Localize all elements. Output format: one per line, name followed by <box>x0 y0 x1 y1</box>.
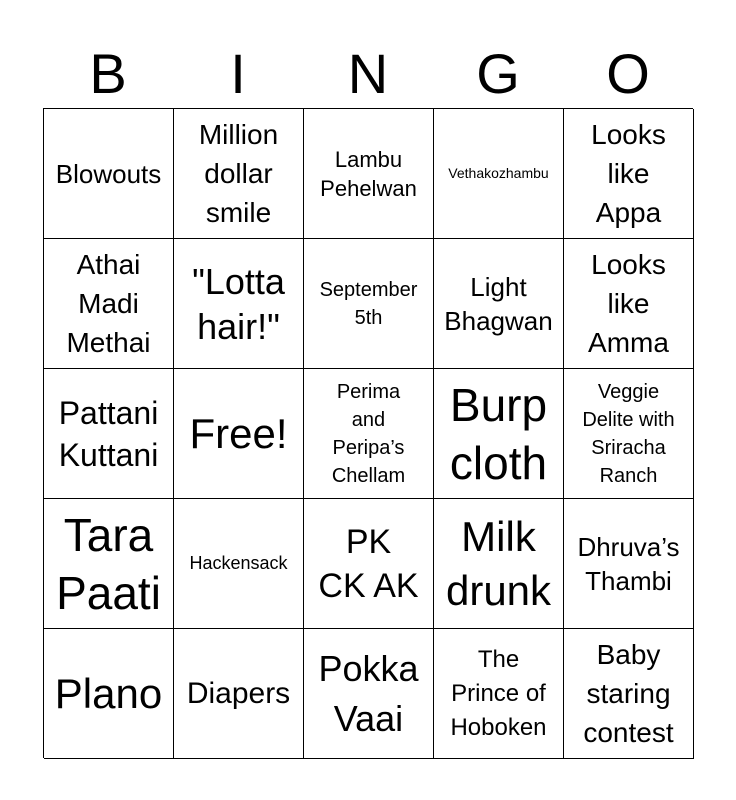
header-letter-n: N <box>347 42 389 105</box>
bingo-grid <box>43 108 693 758</box>
cell-text: PK CK AK <box>318 522 419 605</box>
cell-text: Looks like Appa <box>591 119 666 228</box>
cell-text: The Prince of Hoboken <box>450 645 547 741</box>
bingo-cell[interactable] <box>304 239 434 369</box>
cell-text: Million dollar smile <box>198 119 279 228</box>
bingo-cell[interactable] <box>44 369 174 499</box>
bingo-cell[interactable] <box>174 499 304 629</box>
cell-text: "Lotta hair!" <box>192 260 285 347</box>
bingo-cell[interactable] <box>564 109 694 239</box>
cell-text: Veggie Delite with Sriracha Ranch <box>582 380 675 487</box>
header-letter-i: I <box>230 42 246 105</box>
bingo-cell[interactable] <box>44 239 174 369</box>
bingo-cell[interactable] <box>434 369 564 499</box>
bingo-cell[interactable] <box>304 369 434 499</box>
bingo-cell[interactable] <box>44 629 174 759</box>
cell-text: Athai Madi Methai <box>66 249 151 358</box>
bingo-cell[interactable] <box>434 239 564 369</box>
bingo-cell[interactable] <box>564 499 694 629</box>
cell-text: Free! <box>189 409 288 457</box>
header-letter-o: O <box>606 42 650 105</box>
bingo-header <box>43 40 693 108</box>
bingo-cell[interactable] <box>434 499 564 629</box>
cell-text: Looks like Amma <box>588 249 669 358</box>
cell-text: Perima and Peripa’s Chellam <box>331 380 406 487</box>
cell-text: September 5th <box>319 278 418 329</box>
bingo-cell[interactable] <box>564 239 694 369</box>
bingo-cell[interactable] <box>434 109 564 239</box>
bingo-cell[interactable] <box>304 109 434 239</box>
bingo-cell free-space[interactable] <box>174 369 304 499</box>
header-letter-b: B <box>89 42 127 105</box>
bingo-cell[interactable] <box>304 629 434 759</box>
cell-text: Dhruva’s Thambi <box>577 531 680 596</box>
bingo-cell[interactable] <box>434 629 564 759</box>
bingo-cell[interactable] <box>174 239 304 369</box>
bingo-cell[interactable] <box>174 109 304 239</box>
bingo-cell[interactable] <box>564 629 694 759</box>
bingo-cell[interactable] <box>44 499 174 629</box>
cell-text: Blowouts <box>55 158 162 189</box>
bingo-cell[interactable] <box>564 369 694 499</box>
cell-text: Light Bhagwan <box>444 271 553 336</box>
header-letter-g: G <box>476 42 520 105</box>
cell-text: Vethakozhambu <box>448 165 549 181</box>
bingo-cell[interactable] <box>174 629 304 759</box>
bingo-cell[interactable] <box>44 109 174 239</box>
cell-text: Burp cloth <box>449 378 548 489</box>
cell-text: Diapers <box>186 677 291 710</box>
cell-text: Tara Paati <box>56 508 161 619</box>
cell-text: Pokka Vaai <box>318 647 419 739</box>
cell-text: Plano <box>54 669 163 717</box>
cell-text: Pattani Kuttani <box>58 394 159 473</box>
cell-text: Milk drunk <box>445 512 552 614</box>
bingo-cell[interactable] <box>304 499 434 629</box>
cell-text: Baby staring contest <box>583 639 674 748</box>
cell-text: Hackensack <box>189 553 288 573</box>
cell-text: Lambu Pehelwan <box>320 146 417 201</box>
